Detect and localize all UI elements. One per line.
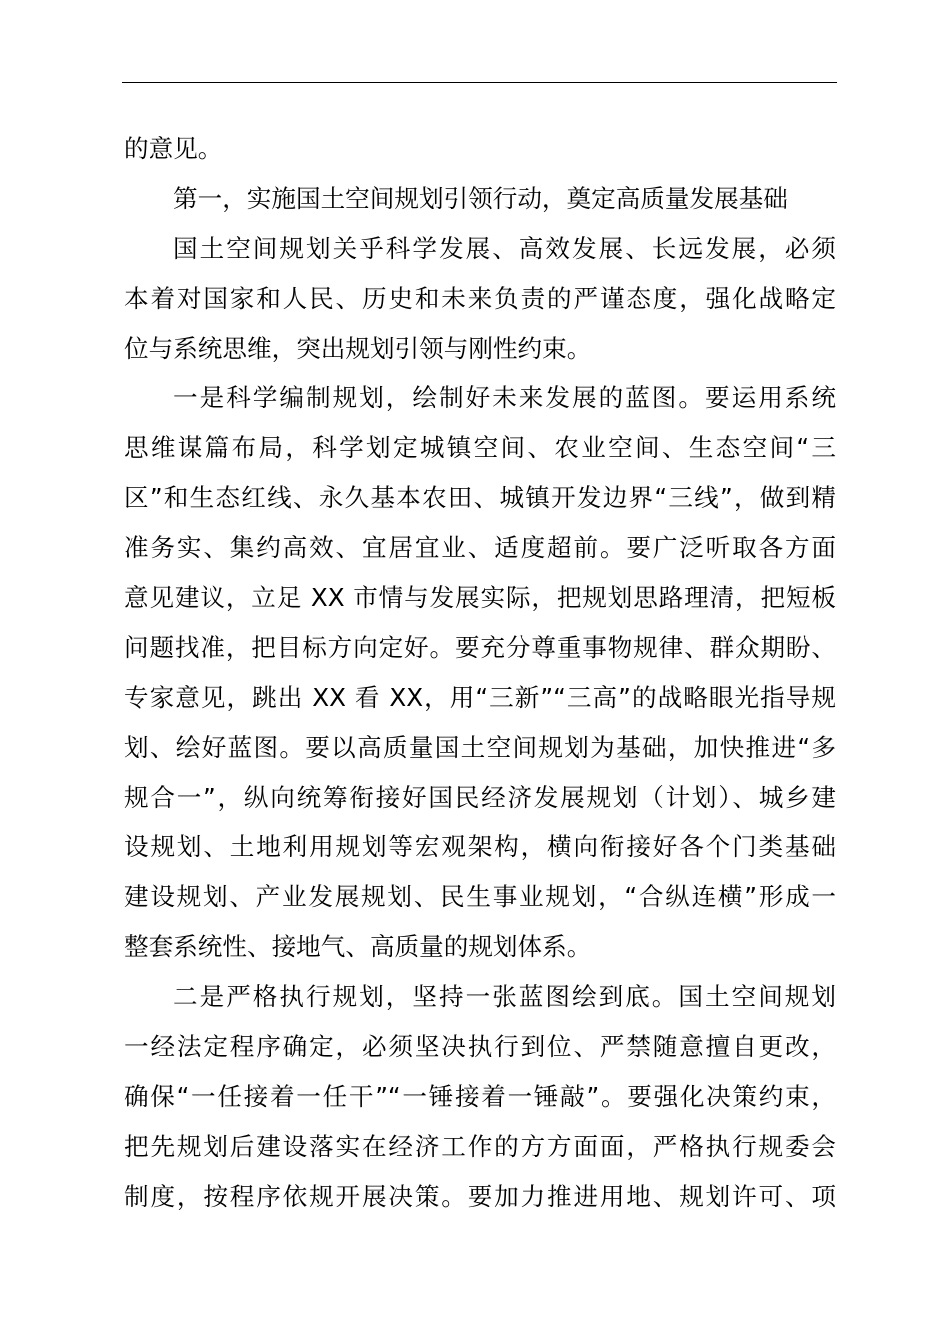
text-line: 位与系统思维，突出规划引领与刚性约束。 — [124, 333, 592, 363]
text-line: 的意见。 — [124, 134, 223, 163]
text-line: 专家意见，跳出 XX 看 XX，用“三新”“三高”的战略眼光指导规 — [124, 682, 836, 712]
text-line: 第一，实施国土空间规划引领行动，奠定高质量发展基础 — [173, 183, 788, 213]
text-line: 一是科学编制规划，绘制好未来发展的蓝图。要运用系统 — [173, 383, 836, 413]
text-line: 区”和生态红线、永久基本农田、城镇开发边界“三线”，做到精 — [124, 483, 836, 513]
text-line: 问题找准，把目标方向定好。要充分尊重事物规律、群众期盼、 — [124, 632, 836, 662]
text-line: 制度，按程序依规开展决策。要加力推进用地、规划许可、项 — [124, 1181, 836, 1211]
text-line: 建设规划、产业发展规划、民生事业规划，“合纵连横”形成一 — [124, 882, 836, 912]
text-line: 确保“一任接着一任干”“一锤接着一锤敲”。要强化决策约束， — [124, 1081, 836, 1111]
text-line: 意见建议，立足 XX 市情与发展实际，把规划思路理清，把短板 — [124, 583, 836, 613]
text-line: 思维谋篇布局，科学划定城镇空间、农业空间、生态空间“三 — [124, 433, 836, 463]
body-text — [124, 124, 836, 1222]
text-line: 设规划、土地利用规划等宏观架构，横向衔接好各个门类基础 — [124, 832, 836, 862]
text-line: 一经法定程序确定，必须坚决执行到位、严禁随意擅自更改， — [124, 1032, 836, 1062]
text-line: 准务实、集约高效、宜居宜业、适度超前。要广泛听取各方面 — [124, 533, 836, 563]
header-rule — [122, 82, 837, 83]
text-line: 规合一”，纵向统筹衔接好国民经济发展规划（计划）、城乡建 — [124, 782, 836, 812]
text-line: 二是严格执行规划，坚持一张蓝图绘到底。国土空间规划 — [173, 982, 836, 1012]
text-line: 把先规划后建设落实在经济工作的方方面面，严格执行规委会 — [124, 1131, 836, 1161]
text-line: 整套系统性、接地气、高质量的规划体系。 — [124, 932, 592, 962]
text-line: 划、绘好蓝图。要以高质量国土空间规划为基础，加快推进“多 — [124, 732, 836, 762]
text-line: 国土空间规划关乎科学发展、高效发展、长远发展，必须 — [173, 233, 836, 263]
text-line: 本着对国家和人民、历史和未来负责的严谨态度，强化战略定 — [124, 283, 836, 313]
